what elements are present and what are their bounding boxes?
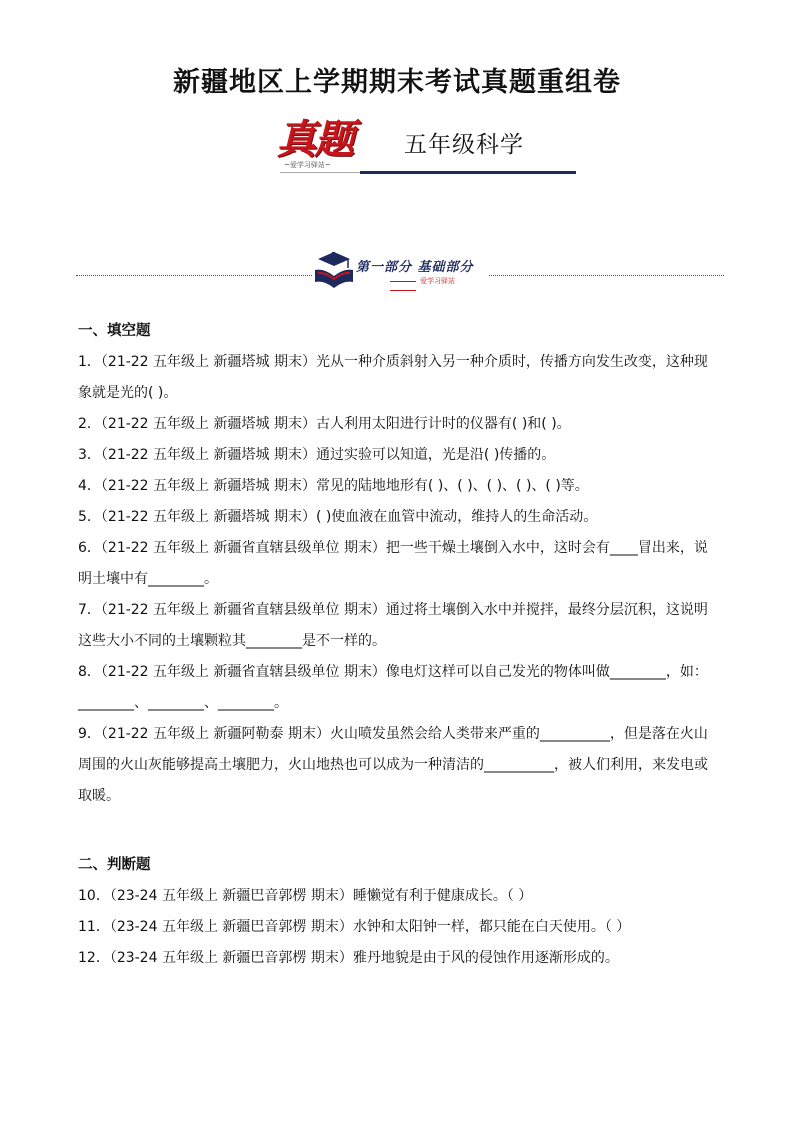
- question-item: 8．（21-22 五年级上 新疆省直辖县级单位 期末）像电灯这样可以自己发光的物体叫做________，如：________、________、________。: [78, 664, 708, 711]
- logo-text: 真题: [276, 116, 353, 163]
- question-item: 4．（21-22 五年级上 新疆塔城 期末）常见的陆地地形有( )、( )、( )、( )、( )等。: [78, 478, 589, 494]
- part-badge: [312, 248, 488, 292]
- zhenti-logo: [262, 108, 367, 174]
- part-title: 第一部分 基础部分: [356, 260, 474, 275]
- question-item: 12．（23-24 五年级上 新疆巴音郭楞 期末）雅丹地貌是由于风的侵蚀作用逐渐形成的。: [78, 950, 619, 966]
- question-item: 1．（21-22 五年级上 新疆塔城 期末）光从一种介质斜射入另一种介质时，传播方向发生改变，这种现象就是光的( )。: [78, 354, 708, 401]
- question-content: [78, 316, 720, 974]
- graduation-cap-book-icon: [312, 248, 356, 292]
- section-heading-fill: 一、填空题: [78, 323, 151, 339]
- part-subtitle: 爱学习驿站: [386, 276, 488, 294]
- subject-underline: [360, 171, 576, 174]
- question-item: 6．（21-22 五年级上 新疆省直辖县级单位 期末）把一些干燥土壤倒入水中，这时会有____冒出来，说明土壤中有________。: [78, 540, 708, 587]
- subject-label: 五年级科学: [404, 132, 524, 158]
- question-item: 3．（21-22 五年级上 新疆塔城 期末）通过实验可以知道，光是沿( )传播的。: [78, 447, 556, 463]
- page-title: 新疆地区上学期期末考试真题重组卷: [173, 67, 621, 98]
- section-heading-judge: 二、判断题: [78, 857, 151, 873]
- question-item: 10．（23-24 五年级上 新疆巴音郭楞 期末）睡懒觉有利于健康成长。（ ）: [78, 888, 533, 904]
- logo-underline: [280, 172, 360, 173]
- logo-subtext: ~爱学习驿站~: [284, 161, 331, 169]
- question-item: 5．（21-22 五年级上 新疆塔城 期末）( )使血液在血管中流动，维持人的生命活动。: [78, 509, 598, 525]
- question-item: 9．（21-22 五年级上 新疆阿勒泰 期末）火山喷发虽然会给人类带来严重的__________，但是落在火山周围的火山灰能够提高土壤肥力，火山地热也可以成为一种清洁的__________，被人们利用，来发电或取暖。: [78, 726, 708, 804]
- question-item: 2．（21-22 五年级上 新疆塔城 期末）古人利用太阳进行计时的仪器有( )和( )。: [78, 416, 571, 432]
- question-item: 7．（21-22 五年级上 新疆省直辖县级单位 期末）通过将土壤倒入水中并搅拌，最终分层沉积，这说明这些大小不同的土壤颗粒其________是不一样的。: [78, 602, 708, 649]
- question-item: 11．（23-24 五年级上 新疆巴音郭楞 期末）水钟和太阳钟一样，都只能在白天使用。（ ）: [78, 919, 631, 935]
